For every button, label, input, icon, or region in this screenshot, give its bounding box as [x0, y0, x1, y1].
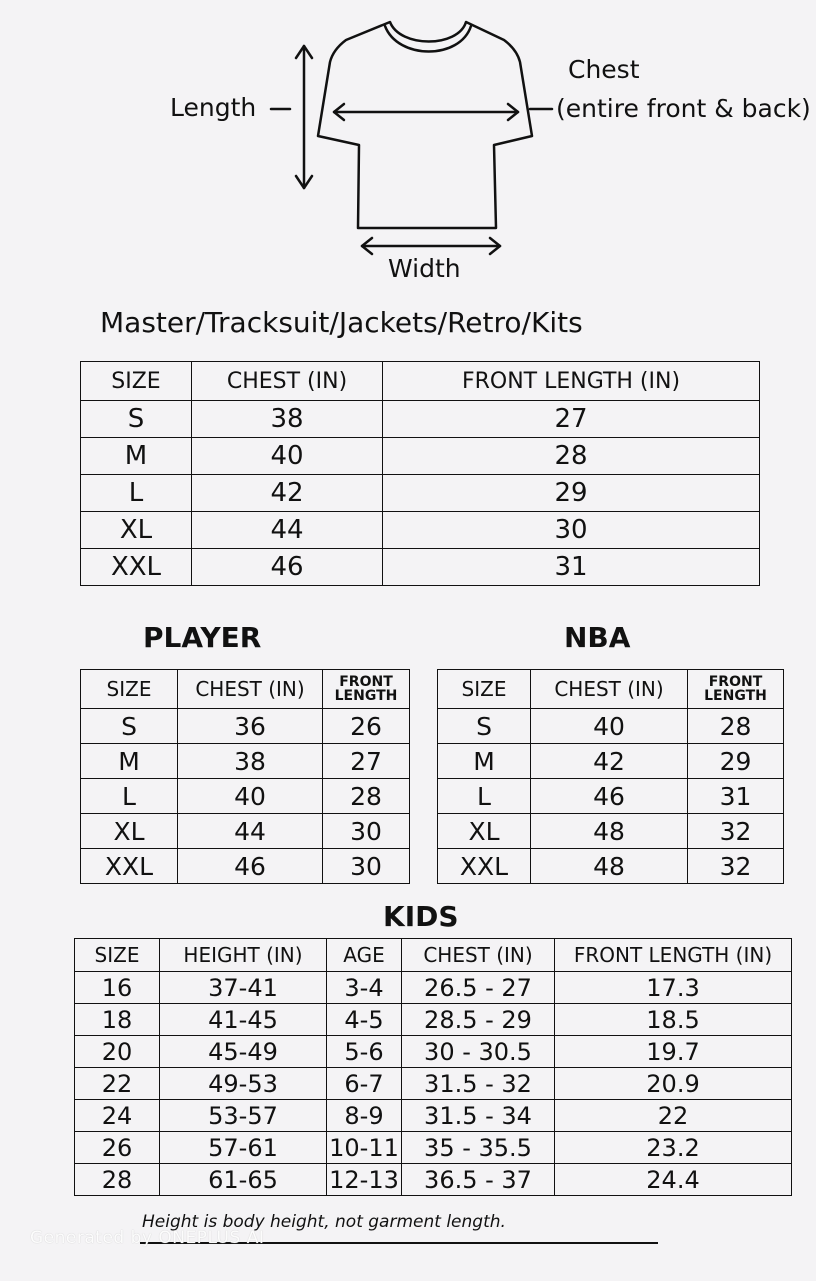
chest-cell: 38 [192, 401, 383, 438]
tshirt-collar [385, 26, 471, 52]
length-cell: 29 [688, 744, 784, 779]
chest-cell: 48 [531, 814, 688, 849]
age-cell: 3-4 [327, 972, 402, 1004]
table-row [81, 475, 760, 512]
table-row [75, 1100, 792, 1132]
chest-cell: 30 - 30.5 [402, 1036, 555, 1068]
length-cell: 30 [323, 849, 410, 884]
chest-cell: 44 [178, 814, 323, 849]
length-cell: 29 [383, 475, 760, 512]
age-cell: 4-5 [327, 1004, 402, 1036]
header-chest: CHEST (IN) [192, 362, 383, 401]
size-cell: L [81, 779, 178, 814]
chest-cell: 48 [531, 849, 688, 884]
header-age: AGE [327, 939, 402, 972]
main-table-title: Master/Tracksuit/Jackets/Retro/Kits [100, 306, 583, 339]
nba-size-table [437, 669, 784, 884]
height-cell: 41-45 [160, 1004, 327, 1036]
table-header-row [75, 939, 792, 972]
length-cell: 27 [323, 744, 410, 779]
chest-cell: 36 [178, 709, 323, 744]
height-cell: 45-49 [160, 1036, 327, 1068]
chest-cell: 42 [531, 744, 688, 779]
height-cell: 53-57 [160, 1100, 327, 1132]
length-cell: 23.2 [555, 1132, 792, 1164]
chest-cell: 36.5 - 37 [402, 1164, 555, 1196]
header-size: SIZE [75, 939, 160, 972]
header-chest: CHEST (IN) [402, 939, 555, 972]
size-cell: 24 [75, 1100, 160, 1132]
length-cell: 24.4 [555, 1164, 792, 1196]
chest-cell: 40 [192, 438, 383, 475]
table-row [75, 1004, 792, 1036]
table-row [81, 438, 760, 475]
chest-cell: 31.5 - 34 [402, 1100, 555, 1132]
size-cell: L [81, 475, 192, 512]
size-cell: XXL [438, 849, 531, 884]
age-cell: 12-13 [327, 1164, 402, 1196]
length-cell: 30 [383, 512, 760, 549]
table-row [75, 1132, 792, 1164]
chest-cell: 28.5 - 29 [402, 1004, 555, 1036]
player-size-table [80, 669, 410, 884]
length-cell: 20.9 [555, 1068, 792, 1100]
length-cell: 28 [688, 709, 784, 744]
table-row [81, 512, 760, 549]
table-row [438, 744, 784, 779]
header-front: FRONT [708, 674, 763, 690]
height-cell: 37-41 [160, 972, 327, 1004]
table-row [75, 1068, 792, 1100]
chest-cell: 35 - 35.5 [402, 1132, 555, 1164]
header-front-length: FRONT LENGTH (IN) [555, 939, 792, 972]
chest-cell: 38 [178, 744, 323, 779]
table-row [81, 744, 410, 779]
height-cell: 49-53 [160, 1068, 327, 1100]
table-header-row [81, 670, 410, 709]
kids-size-table [74, 938, 792, 1196]
size-cell: XL [438, 814, 531, 849]
table-header-row [438, 670, 784, 709]
size-cell: L [438, 779, 531, 814]
height-cell: 61-65 [160, 1164, 327, 1196]
chest-cell: 40 [178, 779, 323, 814]
nba-table-title: NBA [564, 621, 631, 654]
chest-cell: 42 [192, 475, 383, 512]
table-row [438, 779, 784, 814]
age-cell: 5-6 [327, 1036, 402, 1068]
size-cell: 18 [75, 1004, 160, 1036]
size-cell: M [81, 744, 178, 779]
size-cell: 16 [75, 972, 160, 1004]
length-cell: 32 [688, 814, 784, 849]
table-row [75, 1036, 792, 1068]
size-cell: XXL [81, 549, 192, 586]
size-cell: 20 [75, 1036, 160, 1068]
length-cell: 30 [323, 814, 410, 849]
header-chest: CHEST (IN) [531, 670, 688, 709]
size-cell: M [81, 438, 192, 475]
length-label: Length [170, 93, 257, 122]
header-front-length [323, 670, 410, 709]
table-row [81, 709, 410, 744]
length-cell: 28 [383, 438, 760, 475]
length-cell: 32 [688, 849, 784, 884]
chest-cell: 44 [192, 512, 383, 549]
table-header-row [81, 362, 760, 401]
length-cell: 31 [688, 779, 784, 814]
table-row [75, 972, 792, 1004]
size-cell: M [438, 744, 531, 779]
chest-sublabel: (entire front & back) [556, 94, 811, 123]
table-row [81, 779, 410, 814]
length-cell: 31 [383, 549, 760, 586]
table-row [75, 1164, 792, 1196]
chest-cell: 26.5 - 27 [402, 972, 555, 1004]
age-cell: 6-7 [327, 1068, 402, 1100]
table-row [81, 814, 410, 849]
size-cell: S [81, 709, 178, 744]
size-cell: S [81, 401, 192, 438]
age-cell: 10-11 [327, 1132, 402, 1164]
table-row [81, 849, 410, 884]
header-front-length: FRONT LENGTH (IN) [383, 362, 760, 401]
size-cell: S [438, 709, 531, 744]
watermark: Generated by ONEPLUS AI [30, 1228, 265, 1248]
header-length: LENGTH [334, 688, 398, 704]
header-front-length [688, 670, 784, 709]
chest-cell: 40 [531, 709, 688, 744]
age-cell: 8-9 [327, 1100, 402, 1132]
chest-cell: 46 [192, 549, 383, 586]
length-cell: 17.3 [555, 972, 792, 1004]
header-length: LENGTH [704, 688, 767, 704]
table-row [81, 549, 760, 586]
chest-cell: 46 [531, 779, 688, 814]
header-front: FRONT [339, 674, 393, 690]
header-height: HEIGHT (IN) [160, 939, 327, 972]
chest-cell: 46 [178, 849, 323, 884]
header-size: SIZE [81, 362, 192, 401]
length-cell: 19.7 [555, 1036, 792, 1068]
header-size: SIZE [81, 670, 178, 709]
size-cell: XL [81, 814, 178, 849]
size-cell: 22 [75, 1068, 160, 1100]
table-row [438, 814, 784, 849]
footnote: Height is body height, not garment length. [142, 1212, 506, 1232]
width-label: Width [388, 254, 461, 283]
size-cell: XXL [81, 849, 178, 884]
length-cell: 18.5 [555, 1004, 792, 1036]
header-chest: CHEST (IN) [178, 670, 323, 709]
tshirt-outline [318, 22, 532, 228]
height-cell: 57-61 [160, 1132, 327, 1164]
table-row [81, 401, 760, 438]
length-cell: 26 [323, 709, 410, 744]
length-cell: 28 [323, 779, 410, 814]
size-cell: 28 [75, 1164, 160, 1196]
player-table-title: PLAYER [143, 621, 262, 654]
chest-label: Chest [568, 55, 640, 84]
main-size-table [80, 361, 760, 586]
table-row [438, 709, 784, 744]
length-cell: 22 [555, 1100, 792, 1132]
kids-table-title: KIDS [383, 900, 459, 933]
size-cell: 26 [75, 1132, 160, 1164]
size-cell: XL [81, 512, 192, 549]
length-cell: 27 [383, 401, 760, 438]
chest-cell: 31.5 - 32 [402, 1068, 555, 1100]
table-row [438, 849, 784, 884]
header-size: SIZE [438, 670, 531, 709]
